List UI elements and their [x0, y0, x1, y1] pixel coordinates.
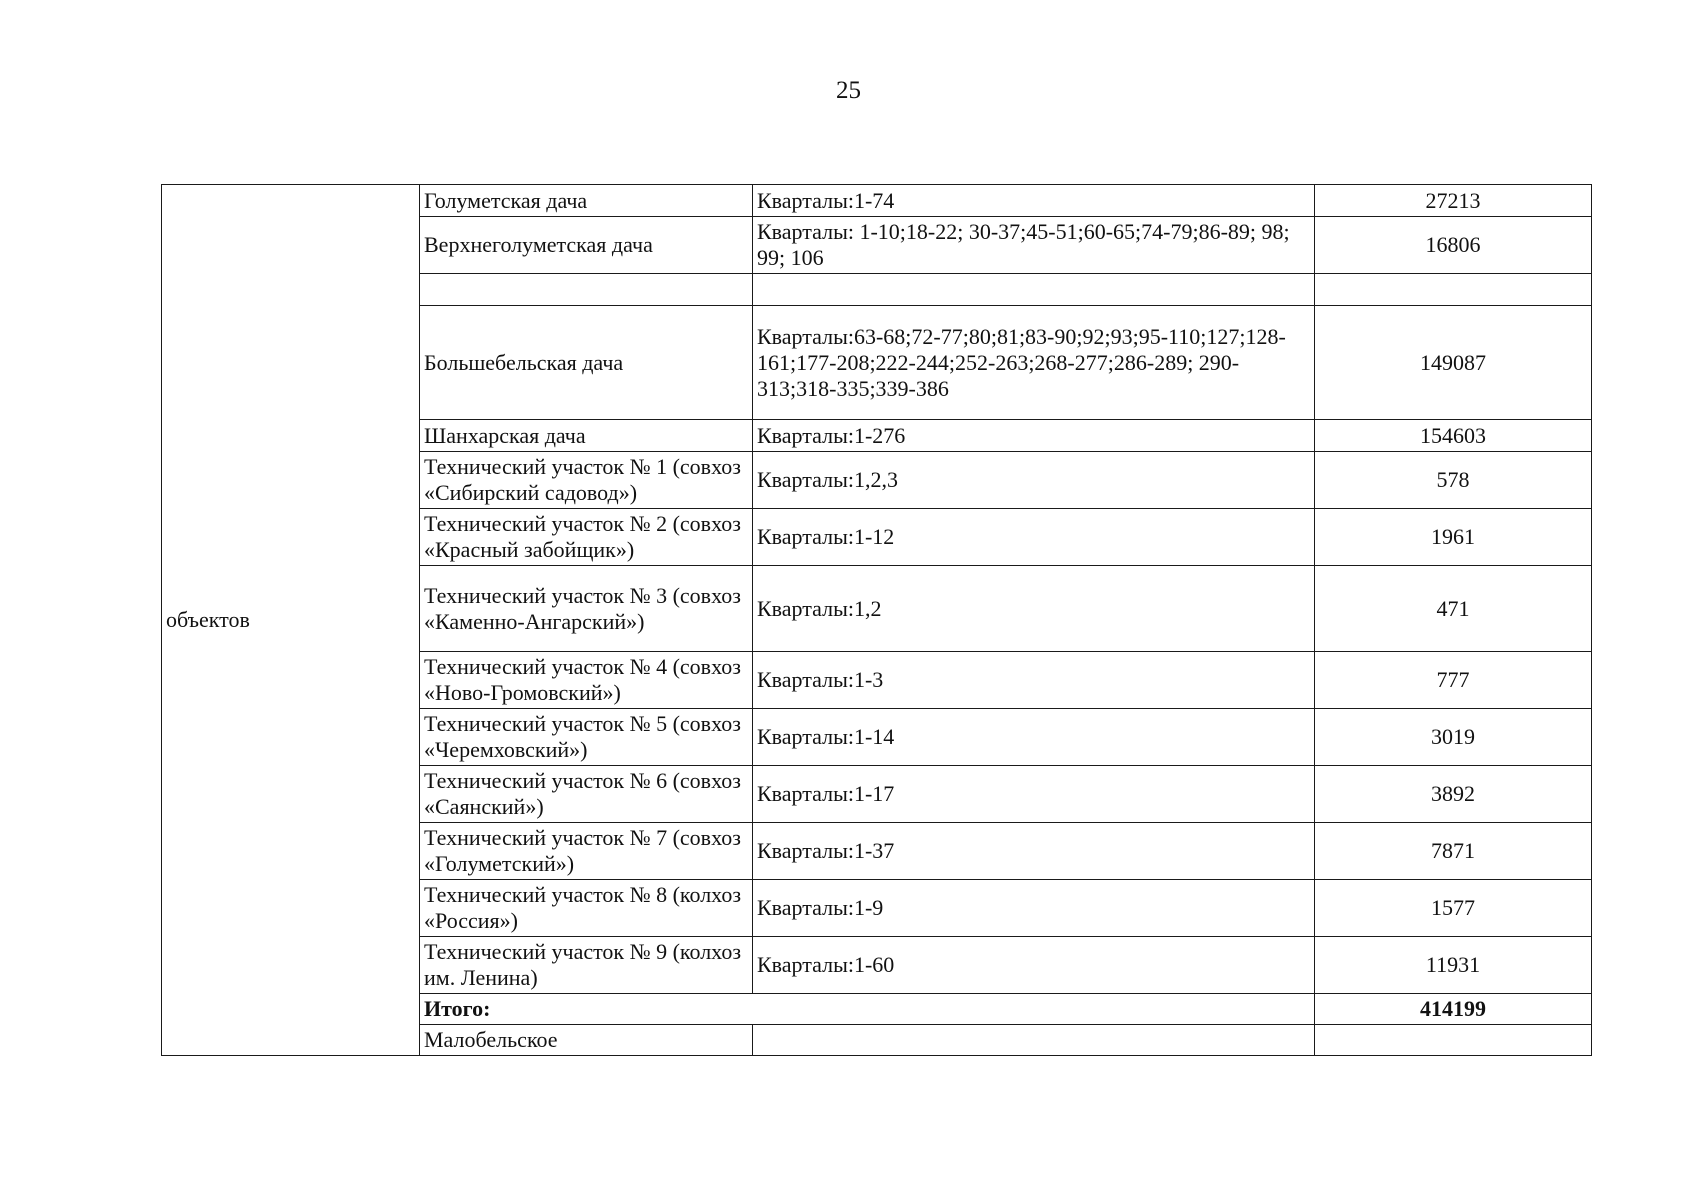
forest-name-cell: Технический участок № 8 (колхоз «Россия») — [420, 880, 753, 937]
forest-name-cell: Технический участок № 4 (совхоз «Ново-Громовский») — [420, 652, 753, 709]
forest-name-cell: Технический участок № 7 (совхоз «Голуметский») — [420, 823, 753, 880]
quarters-cell: Кварталы:1-37 — [753, 823, 1315, 880]
quarters-cell: Кварталы:1-9 — [753, 880, 1315, 937]
page-number: 25 — [836, 77, 861, 104]
area-cell — [1315, 274, 1592, 306]
object-type-cell: объектов — [162, 185, 420, 1056]
area-cell: 578 — [1315, 452, 1592, 509]
area-cell: 3019 — [1315, 709, 1592, 766]
area-cell — [1315, 1025, 1592, 1056]
area-cell: 149087 — [1315, 306, 1592, 420]
quarters-cell: Кварталы:1,2 — [753, 566, 1315, 652]
forest-name-cell: Технический участок № 6 (совхоз «Саянский») — [420, 766, 753, 823]
area-cell: 16806 — [1315, 217, 1592, 274]
forest-name-cell: Технический участок № 3 (совхоз «Каменно-Ангарский») — [420, 566, 753, 652]
quarters-cell: Кварталы: 1-10;18-22; 30-37;45-51;60-65;74-79;86-89; 98; 99; 106 — [753, 217, 1315, 274]
forest-name-cell: Технический участок № 9 (колхоз им. Ленина) — [420, 937, 753, 994]
area-cell: 3892 — [1315, 766, 1592, 823]
forest-name-cell: Голуметская дача — [420, 185, 753, 217]
forestry-table — [161, 184, 1592, 1056]
forest-name-cell: Шанхарская дача — [420, 420, 753, 452]
total-value: 414199 — [1315, 994, 1592, 1025]
quarters-cell: Кварталы:1-12 — [753, 509, 1315, 566]
quarters-cell: Кварталы:1-17 — [753, 766, 1315, 823]
quarters-cell — [753, 274, 1315, 306]
forest-name-cell: Технический участок № 1 (совхоз «Сибирский садовод») — [420, 452, 753, 509]
area-cell: 11931 — [1315, 937, 1592, 994]
forest-name-cell: Верхнеголуметская дача — [420, 217, 753, 274]
forest-name-cell: Малобельское — [420, 1025, 753, 1056]
area-cell: 1961 — [1315, 509, 1592, 566]
total-label: Итого: — [420, 994, 1315, 1025]
quarters-cell: Кварталы:1-276 — [753, 420, 1315, 452]
quarters-cell: Кварталы:1-3 — [753, 652, 1315, 709]
quarters-cell: Кварталы:1-60 — [753, 937, 1315, 994]
forest-name-cell: Технический участок № 2 (совхоз «Красный забойщик») — [420, 509, 753, 566]
table-row — [162, 185, 1592, 217]
quarters-cell: Кварталы:1-14 — [753, 709, 1315, 766]
forest-name-cell — [420, 274, 753, 306]
forest-name-cell: Большебельская дача — [420, 306, 753, 420]
area-cell: 471 — [1315, 566, 1592, 652]
quarters-cell: Кварталы:1-74 — [753, 185, 1315, 217]
area-cell: 1577 — [1315, 880, 1592, 937]
area-cell: 777 — [1315, 652, 1592, 709]
quarters-cell: Кварталы:1,2,3 — [753, 452, 1315, 509]
area-cell: 27213 — [1315, 185, 1592, 217]
quarters-cell — [753, 1025, 1315, 1056]
area-cell: 7871 — [1315, 823, 1592, 880]
quarters-cell: Кварталы:63-68;72-77;80;81;83-90;92;93;95-110;127;128-161;177-208;222-244;252-263;268-277;286-289; 290-313;318-335;339-386 — [753, 306, 1315, 420]
forest-name-cell: Технический участок № 5 (совхоз «Черемховский») — [420, 709, 753, 766]
area-cell: 154603 — [1315, 420, 1592, 452]
